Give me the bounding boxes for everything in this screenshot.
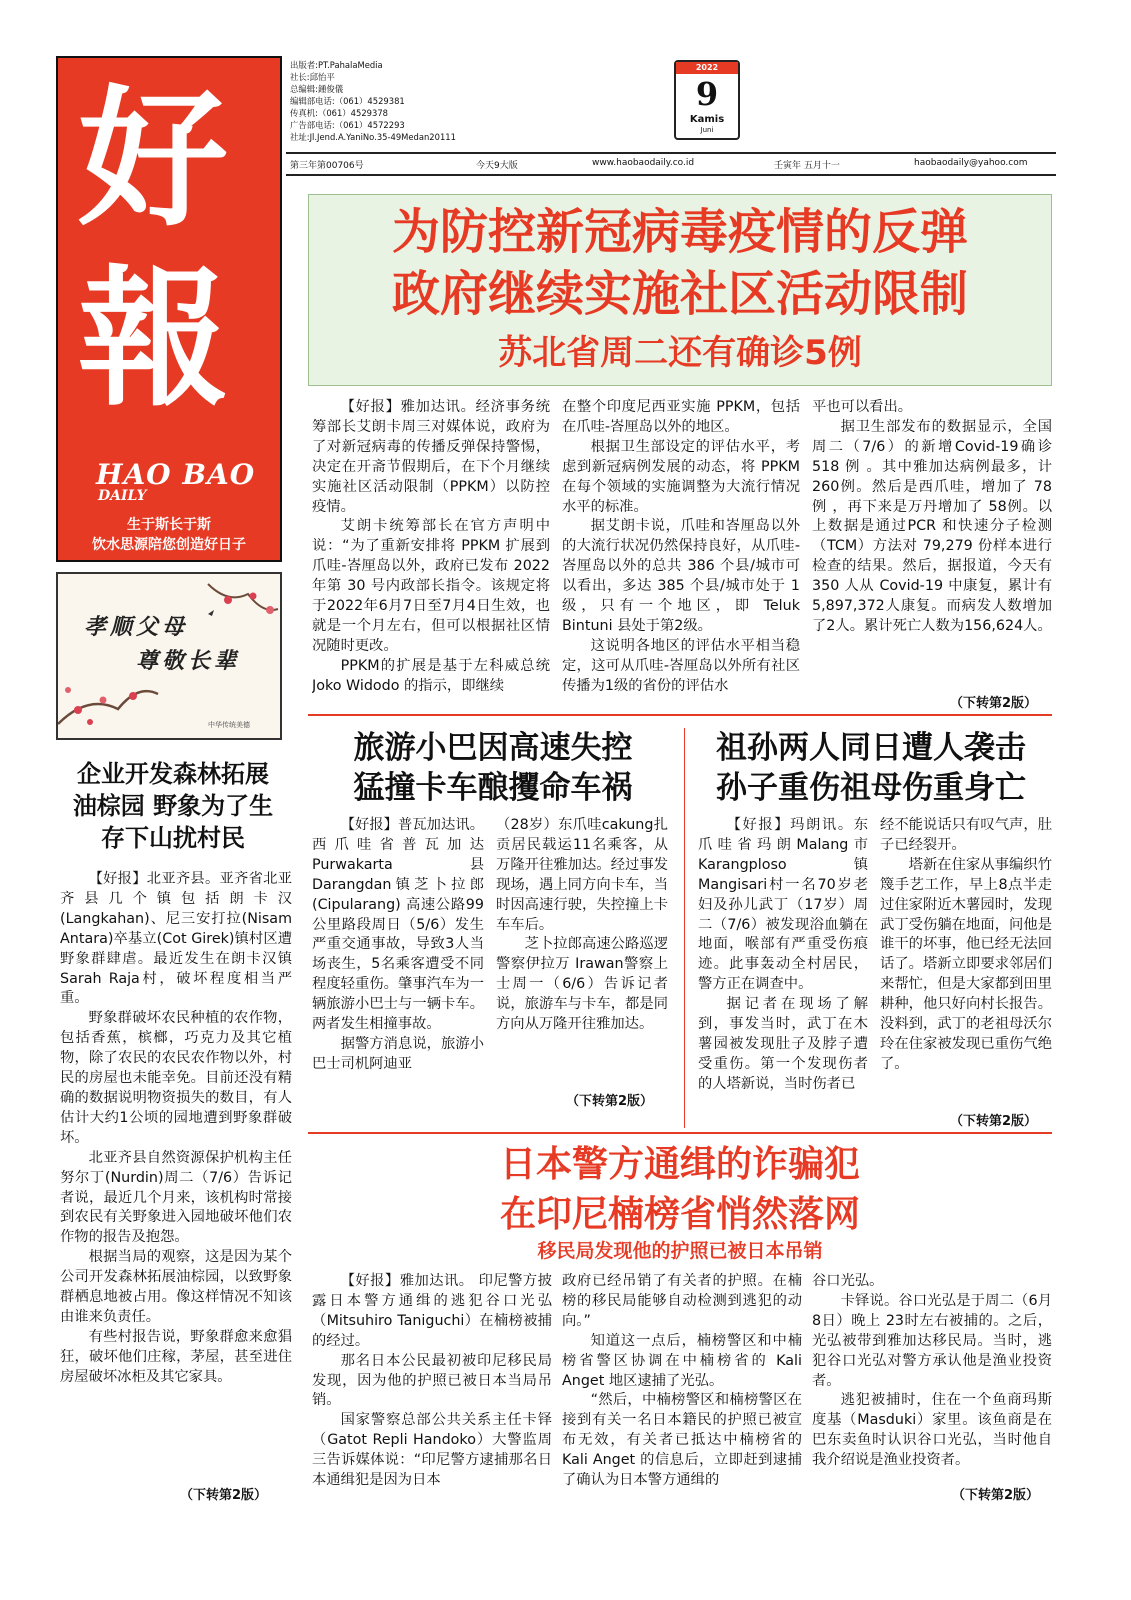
grandma-headline: [690, 728, 1052, 808]
lead-headline-line2: 政府继续实施社区活动限制: [391, 266, 968, 322]
paragraph: 这说明各地区的评估水平相当稳定，这可从爪哇-峇厘岛以外所有社区传播为1级的省份的评估水: [562, 637, 800, 694]
section-divider: [308, 1132, 1052, 1134]
japan-headline-line1: 日本警方通缉的诈骗犯: [499, 1144, 860, 1185]
logo-char-bao: 報: [78, 251, 229, 427]
section-divider: [308, 714, 1052, 716]
elephant-body: [60, 870, 292, 1484]
lead-column-2: [562, 398, 800, 708]
paragraph: 据警方消息说，旅游小巴士司机阿迪亚: [312, 1035, 484, 1072]
grandma-headline-line1: 祖孙两人同日遭人袭击: [716, 730, 1026, 766]
filial-line1: 孝顺父母: [84, 614, 189, 640]
grandma-column-2: [880, 816, 1052, 1108]
paragraph: 【好报】普瓦加达讯。西爪哇省普瓦加达Purwakarta县Darangdan镇芝卜拉郎(Cipularang) 高速公路99公里路段周日（5/6）发生严重交通事故，导致3人当场丧生，5名乘客遭受不同程度轻重伤。肇事汽车为一辆旅游小巴士与一辆卡车。两者发生相撞事故。: [312, 817, 484, 1033]
grandma-continued-note: （下转第2版）: [950, 1114, 1038, 1129]
publisher-editorial-phone: 编辑部电话:（061）4529381: [290, 96, 405, 106]
paragraph: 那名日本公民最初被印尼移民局发现，因为他的护照已被日本当局吊销。: [312, 1352, 552, 1409]
bus-headline: [308, 728, 678, 808]
japan-continued-note: （下转第2版）: [952, 1488, 1040, 1503]
lead-headline-line1: 为防控新冠病毒疫情的反弹: [391, 204, 968, 260]
elephant-headline-line2: 油棕园 野象为了生: [72, 792, 274, 820]
date-year: 2022: [676, 62, 738, 74]
date-month: Juni: [700, 126, 714, 134]
paragraph: 平也可以看出。: [812, 399, 913, 415]
lunar-date: 壬寅年 五月十一: [774, 161, 840, 171]
bus-column-1: [312, 816, 484, 1116]
paragraph: 国家警察总部公共关系主任卡铎（Gatot Repli Handoko）大警监周三告诉媒体说：“印尼警方逮捕那名日本通缉犯是因为日本: [312, 1412, 552, 1489]
publisher-name: 出版者:PT.PahalaMedia: [290, 60, 383, 70]
elephant-headline-line1: 企业开发森林拓展: [77, 760, 269, 788]
issue-number: 第三年第00706号: [290, 161, 364, 171]
filial-signature: 中华传统美德: [208, 721, 250, 729]
slogan-line1: 生于斯长于斯: [127, 517, 211, 533]
paragraph: 有些村报告说，野象群愈来愈猖狂，破坏他们庄稼，茅屋，甚至进住房屋破坏冰柜及其它家具。: [60, 1328, 292, 1385]
lead-column-1: [312, 398, 550, 708]
elephant-headline-line3: 存下山扰村民: [101, 824, 245, 852]
paragraph: 经不能说话只有叹气声，肚子已经裂开。: [880, 817, 1052, 853]
elephant-headline: [56, 758, 290, 854]
publisher-address: 社址:Jl.Jend.A.YaniNo.35-49Medan20111: [290, 132, 456, 142]
paragraph: “然后，中楠榜警区和楠榜警区在接到有关一名日本籍民的护照已被宣布无效，有关者已抵达中楠榜省的 Kali Anget 的信息后，立即赶到逮捕了确认为日本警方通缉的: [562, 1392, 802, 1489]
paragraph: 野象群破坏农民种植的农作物，包括香蕉，槟榔，巧克力及其它植物，除了农民的农民农作物以外，村民的房屋也未能幸免。目前还没有精确的数据说明物资损失的数目，有人估计大约1公顷的园地遭到野象群破坏。: [60, 1010, 292, 1146]
column-divider: [684, 728, 685, 1128]
bus-headline-line1: 旅游小巴因高速失控: [353, 730, 633, 766]
paragraph: 【好报】雅加达讯。 印尼警方披露日本警方通缉的逃犯谷口光弘（Mitsuhiro Taniguchi）在楠榜被捕的经过。: [312, 1273, 552, 1349]
filial-piety-panel: [56, 572, 282, 740]
japan-column-3: [812, 1272, 1052, 1484]
filial-line2: 尊敬长辈: [136, 648, 241, 674]
paragraph: 根据卫生部设定的评估水平，考虑到新冠病例发展的动态，将 PPKM 在每个领域的实施调整为大流行情况水平的标准。: [562, 438, 800, 515]
paragraph: 芝卜拉郎高速公路巡逻警察伊拉万 Irawan警察上士周一（6/6）告诉记者说，旅游车与卡车，都是同方向从万隆开往雅加达。: [496, 936, 668, 1033]
lead-subhead: 苏北省周二还有确诊5例: [498, 333, 862, 373]
paragraph: 艾朗卡统筹部长在官方声明中说：“为了重新安排将 PPKM 扩展到爪哇-峇厘岛以外，政府已发布 2022 年第 30 号内政部长指令。该规定将于2022年6月7日至7月4日生效，也就是一个月左右，但可以根据社区情况随时更改。: [312, 518, 550, 654]
bus-headline-line2: 猛撞卡车酿攫命车祸: [353, 770, 633, 806]
paragraph: 据艾朗卡说，爪哇和峇厘岛以外的大流行状况仍然保持良好，从爪哇-峇厘岛以外的总共 386 个县/城市可以看出，多达 385 个县/城市处于 1 级，只有一个地区，即 Teluk Bintuni 县处于第2级。: [562, 518, 800, 634]
publisher-ad-phone: 广告部电话:（061）4572293: [290, 120, 405, 130]
paragraph: 在整个印度尼西亚实施 PPKM，包括在爪哇-峇厘岛以外的地区。: [562, 399, 800, 435]
bus-column-2: [496, 816, 668, 1088]
lead-continued-note: （下转第2版）: [950, 696, 1038, 711]
paragraph: 【好报】雅加达讯。经济事务统筹部长艾朗卡周三对媒体说，政府为了对新冠病毒的传播反弹保持警惕，决定在开斋节假期后，在下个月继续实施社区活动限制（PPKM）以防控疫情。: [312, 399, 550, 515]
paragraph: 塔新在住家从事编织竹篾手艺工作，早上8点半走过住家附近木薯园时，发现武丁受伤躺在地面，问他是谁干的坏事，他已经无法回话了。塔新立即要求邻居们来帮忙，但是大家都到田里耕种，他只好向村长报告。没料到，武丁的老祖母沃尔玲在住家被发现已重伤气绝了。: [880, 856, 1052, 1072]
logo-char-hao: 好: [78, 71, 229, 247]
japan-column-2: [562, 1272, 802, 1504]
logo-daily: DAILY: [98, 488, 147, 504]
masthead-logo: [56, 56, 282, 562]
lead-column-3: [812, 398, 1052, 688]
paragraph: （28岁）东爪哇cakung扎贡居民载运11名乘客，从万隆开往雅加达。经过事发现场，遇上同方向卡车，当时因高速行驶，失控撞上卡车车后。: [496, 817, 668, 933]
japan-column-1: [312, 1272, 552, 1504]
publisher-chief-editor: 总编辑:鍾俊儀: [290, 84, 344, 94]
grandma-headline-line2: 孙子重伤祖母伤重身亡: [716, 770, 1026, 806]
logo-latin-name: HAO BAO: [96, 458, 256, 491]
paragraph: PPKM的扩展是基于左科威总统 Joko Widodo 的指示，即继续: [312, 657, 550, 694]
date-calendar-block: [674, 60, 740, 140]
date-day: 9: [695, 75, 719, 113]
slogan-line2: 饮水思源陪您创造好日子: [92, 537, 246, 553]
date-weekday: Kamis: [689, 114, 725, 125]
paragraph: 逃犯被捕时，住在一个鱼商玛斯度基（Masduki）家里。该鱼商是在巴东卖鱼时认识谷口光弘，当时他自我介绍说是渔业投资者。: [812, 1392, 1052, 1469]
lead-headline-box: [308, 194, 1052, 386]
paragraph: 据记者在现场了解到，事发当时，武丁在木薯园被发现肚子及脖子遭受重伤。第一个发现伤者的人塔新说，当时伤者已: [698, 996, 868, 1092]
publisher-president: 社长:邱怡平: [290, 72, 335, 82]
publisher-fax: 传真机:（061）4529378: [290, 108, 388, 118]
paragraph: 【好报】玛朗讯。东爪哇省玛朗Malang市Karangploso镇Mangisari村一名70岁老妇及孙儿武丁（17岁）周二（7/6）被发现浴血躺在地面，喉部有严重受伤痕迹。此事轰动全村居民，警方正在调查中。: [698, 817, 868, 993]
page-count: 今天9大版: [476, 161, 518, 171]
paragraph: 谷口光弘。: [812, 1273, 884, 1289]
paragraph: 据卫生部发布的数据显示，全国周二（7/6）的新增Covid-19确诊518 例 。其中雅加达病例最多，计 260例。然后是西爪哇，增加了 78 例 ，再下来是万丹增加了 58例。以上数据是通过PCR 和快速分子检测（TCM）方法对 79,279 份样本进行检查的结果。然后，据报道，今天有 350 人从 Covid-19 中康复，累计有5,897,372人康复。而病发人数增加了2人。累计死亡人数为156,624人。: [812, 418, 1052, 634]
paragraph: 【好报】北亚齐县。亚齐省北亚齐县几个镇包括朗卡汉(Langkahan)、尼三安打拉(Nisam Antara)卒基立(Cot Girek)镇村区遭野象群肆虐。最近发生在朗卡汉镇Sarah Raja村，破坏程度相当严重。: [60, 871, 292, 1007]
grandma-column-1: [698, 816, 868, 1128]
paragraph: 根据当局的观察，这是因为某个公司开发森林拓展油棕园，以致野象群栖息地被占用。像这样情况不知该由谁来负责任。: [60, 1249, 292, 1325]
bus-continued-note: （下转第2版）: [566, 1094, 654, 1109]
issue-info-bar: [286, 152, 1056, 176]
paragraph: 卡铎说。谷口光弘是于周二（6月8日）晚上 23时左右被捕的。之后，光弘被带到雅加达移民局。当时，逃犯谷口光弘对警方承认他是渔业投资者。: [812, 1292, 1052, 1389]
paragraph: 北亚齐县自然资源保护机构主任努尔丁(Nurdin)周二（7/6）告诉记者说，最近几个月来，该机构时常接到农民有关野象进入园地破坏他们农作物的报告及抱怨。: [60, 1149, 292, 1246]
paragraph: 知道这一点后，楠榜警区和中楠榜省警区协调在中楠榜省的 Kali Anget 地区逮捕了光弘。: [562, 1332, 802, 1389]
elephant-continued-note: （下转第2版）: [180, 1488, 268, 1503]
paragraph: 政府已经吊销了有关者的护照。在楠榜的移民局能够自动检测到逃犯的动向。”: [562, 1273, 802, 1329]
japan-subhead: 移民局发现他的护照已被日本吊销: [537, 1240, 823, 1262]
email: haobaodaily@yahoo.com: [914, 158, 1028, 168]
japan-headline-line2: 在印尼楠榜省悄然落网: [499, 1194, 860, 1235]
website: www.haobaodaily.co.id: [592, 158, 695, 168]
